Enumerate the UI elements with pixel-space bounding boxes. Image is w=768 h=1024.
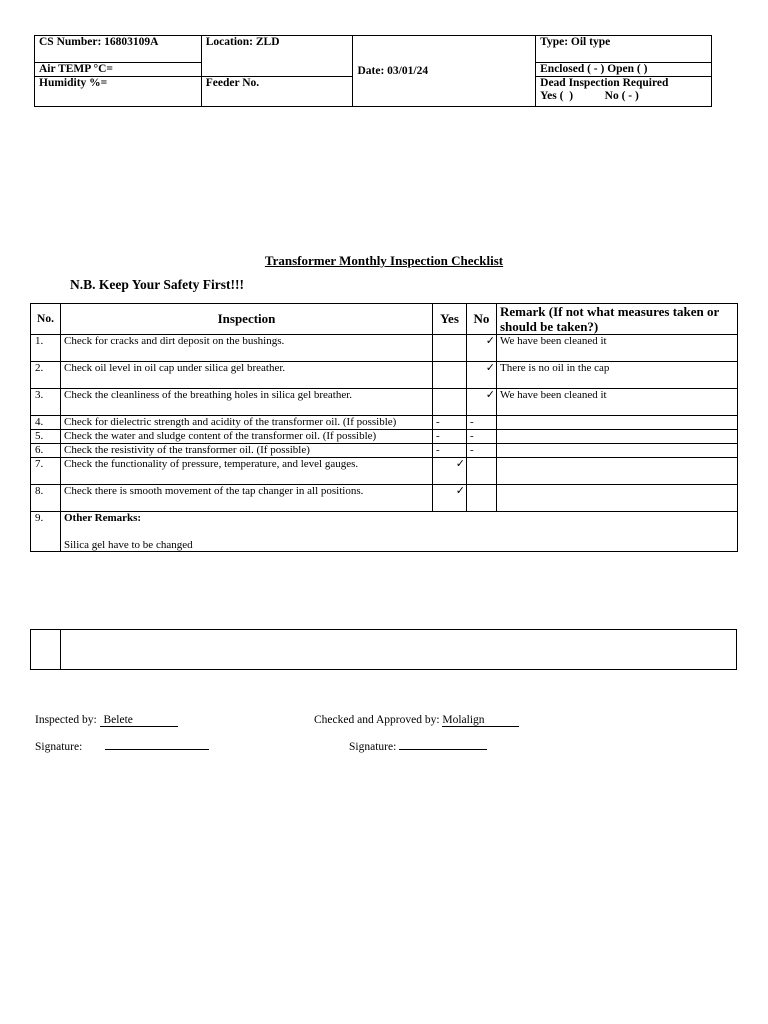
col-header-yes: Yes: [433, 304, 467, 335]
approved-by-label: Checked and Approved by:: [314, 714, 440, 726]
table-row: [31, 362, 738, 389]
row-yes: ✓: [433, 458, 467, 485]
row-number: 2.: [31, 362, 61, 389]
row-no: ✓: [467, 389, 497, 416]
row-number: 5.: [31, 430, 61, 444]
signature-label: Signature:: [349, 741, 397, 753]
table-row: [31, 458, 738, 485]
table-row: [31, 389, 738, 416]
col-header-inspection: Inspection: [61, 304, 433, 335]
inspector-signature: [35, 737, 209, 753]
row-remark: There is no oil in the cap: [497, 362, 738, 389]
row-yes: [433, 389, 467, 416]
date: Date: 03/01/24: [353, 36, 536, 107]
row-no: -: [467, 416, 497, 430]
other-remarks-text: Silica gel have to be changed: [64, 539, 193, 551]
signature-label: Signature:: [35, 741, 83, 753]
row-yes: -: [433, 430, 467, 444]
row-no: ✓: [467, 335, 497, 362]
row-remark: [497, 430, 738, 444]
signature-line: [105, 737, 209, 750]
inspected-by-label: Inspected by:: [35, 714, 97, 726]
header-info-table: [34, 35, 712, 107]
other-remarks-cell: [61, 512, 738, 552]
table-row: [31, 444, 738, 458]
signature-line: [399, 737, 487, 750]
row-no: ✓: [467, 362, 497, 389]
row-remark: We have been cleaned it: [497, 389, 738, 416]
dead-inspection: [536, 77, 712, 107]
row-inspection: Check for dielectric strength and acidity of the transformer oil. (If possible): [61, 416, 433, 430]
row-number: 1.: [31, 335, 61, 362]
empty-box-right-cell: [61, 630, 737, 670]
row-number: 6.: [31, 444, 61, 458]
humidity: Humidity %=: [35, 77, 202, 107]
approver-signature: [349, 737, 487, 753]
location: Location: ZLD: [201, 36, 353, 77]
row-no: -: [467, 444, 497, 458]
table-row: [31, 335, 738, 362]
row-number: 7.: [31, 458, 61, 485]
row-remark: [497, 444, 738, 458]
dead-inspection-yes-no: Yes ( ) No ( - ): [540, 90, 639, 102]
col-header-no: No.: [31, 304, 61, 335]
cs-number: CS Number: 16803109A: [35, 36, 202, 63]
dead-inspection-label: Dead Inspection Required: [540, 77, 669, 89]
table-row: [31, 416, 738, 430]
approved-by: [314, 714, 519, 727]
row-yes: -: [433, 416, 467, 430]
table-row: [31, 485, 738, 512]
inspected-by: [35, 714, 178, 727]
row-inspection: Check the resistivity of the transformer oil. (If possible): [61, 444, 433, 458]
row-remark: [497, 458, 738, 485]
row-no: -: [467, 430, 497, 444]
row-number: 3.: [31, 389, 61, 416]
empty-box-left-cell: [31, 630, 61, 670]
page-title: Transformer Monthly Inspection Checklist: [264, 253, 504, 268]
row-number: 4.: [31, 416, 61, 430]
row-no: [467, 485, 497, 512]
empty-notes-box: [30, 629, 737, 670]
approved-by-name: Molalign: [442, 714, 519, 727]
row-yes: [433, 362, 467, 389]
row-inspection: Check the functionality of pressure, temperature, and level gauges.: [61, 458, 433, 485]
col-header-remark: Remark (If not what measures taken or should be taken?): [497, 304, 738, 335]
enclosed-open: Enclosed ( - ) Open ( ): [536, 63, 712, 77]
row-inspection: Check for cracks and dirt deposit on the bushings.: [61, 335, 433, 362]
inspected-by-name: Belete: [100, 714, 178, 727]
row-remark: [497, 416, 738, 430]
row-yes: -: [433, 444, 467, 458]
table-row: [31, 430, 738, 444]
row-remark: [497, 485, 738, 512]
row-yes: ✓: [433, 485, 467, 512]
row-inspection: Check the water and sludge content of the transformer oil. (If possible): [61, 430, 433, 444]
safety-note: N.B. Keep Your Safety First!!!: [70, 277, 244, 292]
col-header-no-mark: No: [467, 304, 497, 335]
other-remarks-label: Other Remarks:: [64, 512, 142, 524]
row-remark: We have been cleaned it: [497, 335, 738, 362]
row-inspection: Check the cleanliness of the breathing holes in silica gel breather.: [61, 389, 433, 416]
air-temp: Air TEMP °C=: [35, 63, 202, 77]
transformer-type: Type: Oil type: [536, 36, 712, 63]
other-remarks-row: [31, 512, 738, 552]
row-no: [467, 458, 497, 485]
row-inspection: Check there is smooth movement of the tap changer in all positions.: [61, 485, 433, 512]
checklist-table: [30, 303, 738, 552]
row-inspection: Check oil level in oil cap under silica gel breather.: [61, 362, 433, 389]
row-number: 8.: [31, 485, 61, 512]
row-yes: [433, 335, 467, 362]
row-number: 9.: [31, 512, 61, 552]
feeder-no: Feeder No.: [201, 77, 353, 107]
